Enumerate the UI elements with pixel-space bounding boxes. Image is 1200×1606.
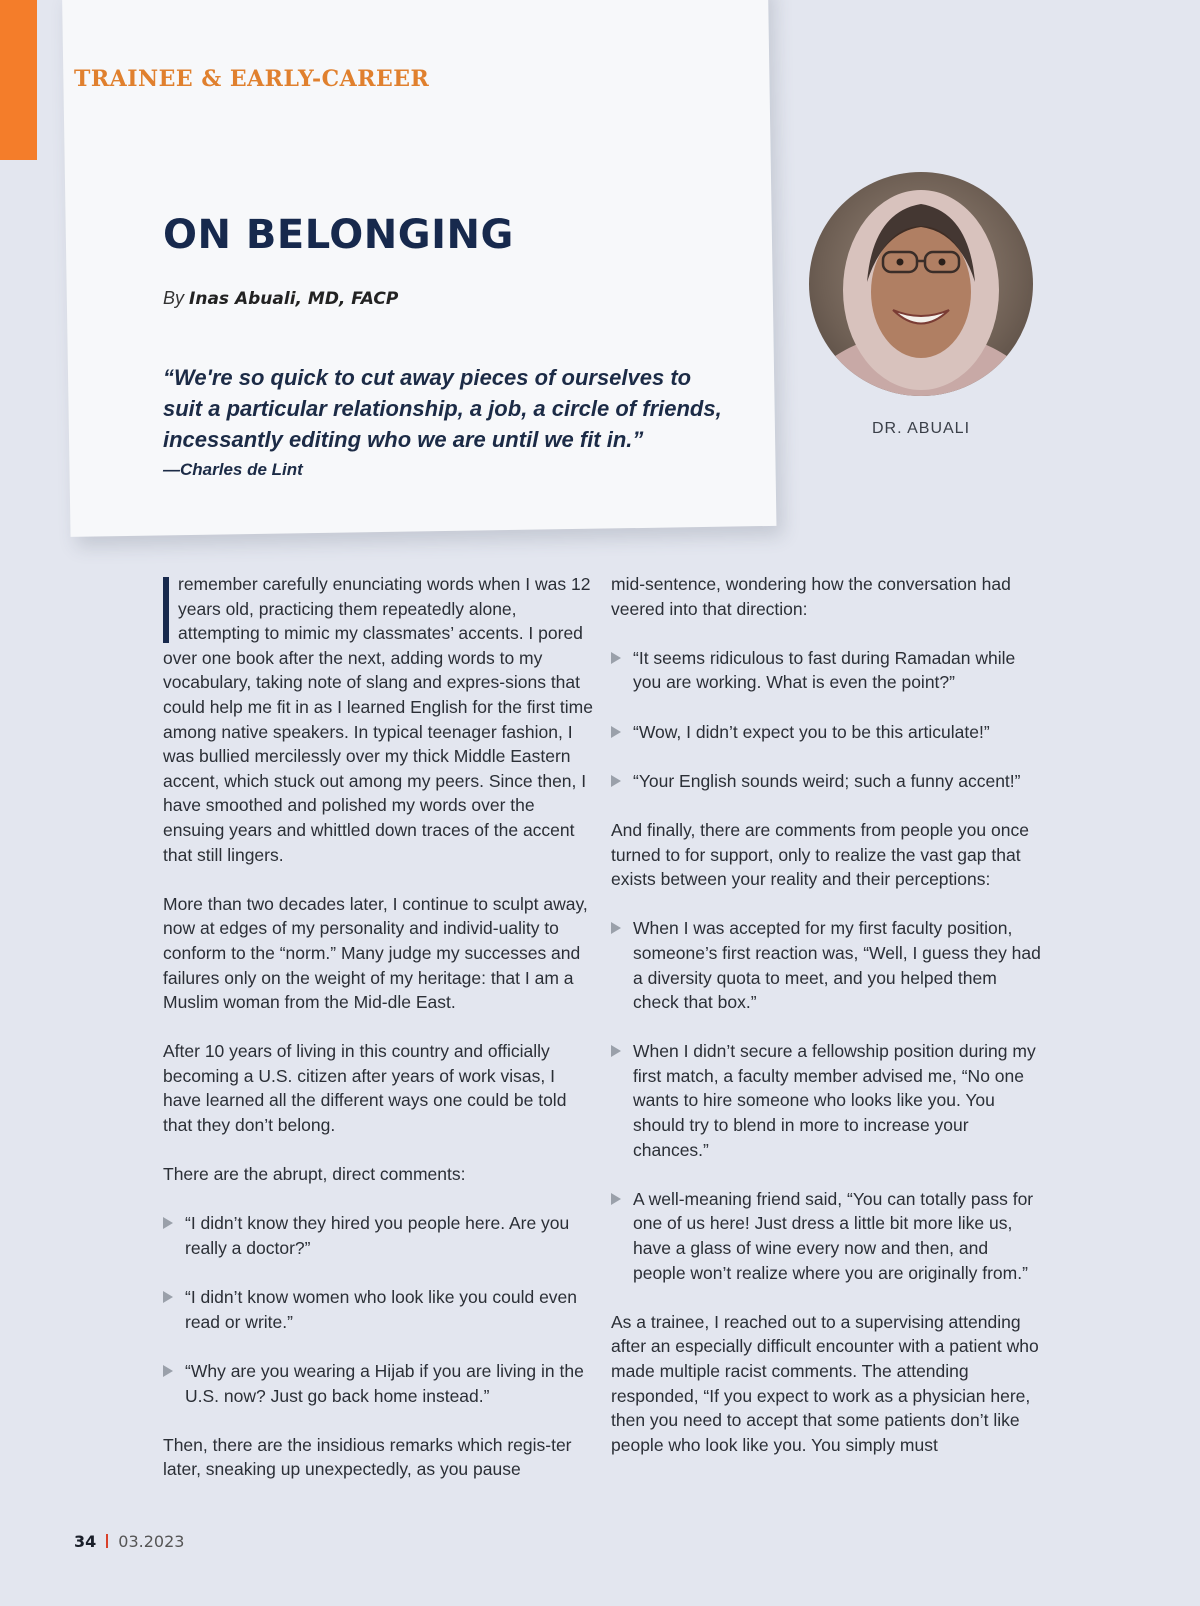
- paragraph: There are the abrupt, direct comments:: [163, 1164, 466, 1185]
- paragraph: As a trainee, I reached out to a supervising attending after an especially difficult encounter with a patient who made multiple racist comments. The attending responded, “If you expect to work as a physician here, then you need to accept that some patients don’t like people who look like you. You simply must: [611, 1311, 1039, 1455]
- author-name: Inas Abuali, MD, FACP: [189, 289, 399, 309]
- page-footer: [74, 1532, 184, 1552]
- article-column-left: [163, 572, 593, 1507]
- paragraph: [163, 572, 593, 867]
- triangle-bullet-icon: [611, 1193, 621, 1205]
- byline: [163, 288, 398, 309]
- paragraph: More than two decades later, I continue to sculpt away, now at edges of my personality and individ-uality to conform to the “norm.” Many judge my successes and failures only on the weight of my heritage: that I am a Muslim woman from the Mid-dle East.: [163, 893, 588, 1013]
- paragraph: After 10 years of living in this country and officially becoming a U.S. citizen after years of work visas, I have learned all the different ways one could be told that they don’t belong.: [163, 1041, 567, 1136]
- section-label: TRAINEE & EARLY-CAREER: [74, 66, 430, 92]
- section-color-tab: [0, 0, 37, 160]
- article-column-right: [611, 572, 1041, 1482]
- bullet-list: [163, 1211, 593, 1408]
- portrait-illustration: [809, 172, 1033, 396]
- triangle-bullet-icon: [163, 1217, 173, 1229]
- list-item: “It seems ridiculous to fast during Ramadan while you are working. What is even the point?”: [611, 646, 1041, 695]
- page-number: 34: [74, 1532, 97, 1551]
- paragraph-text: remember carefully enunciating words when I was 12 years old, practicing them repeatedly alone, attempting to mimic my classmates’ accents. I pored over one book after the next, adding words to my vocabulary, taking note of slang and expres-sions that could help me fit in as I learned English for the first time among native speakers. In typical teenager fashion, I was bullied mercilessly over my thick Middle Eastern accent, which stuck out among my peers. Since then, I have smoothed and polished my words over the ensuing years and whittled down traces of the accent that still lingers.: [163, 574, 593, 865]
- author-portrait: [809, 172, 1033, 396]
- footer-divider: [106, 1534, 108, 1548]
- list-item: A well-meaning friend said, “You can totally pass for one of us here! Just dress a little bit more like us, have a glass of wine every now and then, and people won’t realize where you are originally from.”: [611, 1187, 1041, 1285]
- paragraph: Then, there are the insidious remarks which regis-ter later, sneaking up unexpectedly, as you pause: [163, 1434, 572, 1480]
- triangle-bullet-icon: [611, 726, 621, 738]
- byline-prefix: By: [163, 288, 185, 308]
- bullet-list: [611, 916, 1041, 1285]
- photo-caption: DR. ABUALI: [871, 420, 971, 437]
- triangle-bullet-icon: [611, 652, 621, 664]
- list-item: When I was accepted for my first faculty position, someone’s first reaction was, “Well, I guess they had a diversity quota to meet, and you helped them check that box.”: [611, 916, 1041, 1014]
- triangle-bullet-icon: [611, 775, 621, 787]
- list-item: “I didn’t know women who look like you could even read or write.”: [163, 1285, 593, 1334]
- triangle-bullet-icon: [163, 1365, 173, 1377]
- list-item: “Why are you wearing a Hijab if you are living in the U.S. now? Just go back home instead.”: [163, 1359, 593, 1408]
- list-item: “I didn’t know they hired you people here. Are you really a doctor?”: [163, 1211, 593, 1260]
- list-item: “Wow, I didn’t expect you to be this articulate!”: [611, 720, 1041, 745]
- issue-date: 03.2023: [118, 1532, 185, 1551]
- article-title: ON BELONGING: [163, 212, 514, 258]
- quote-attribution: —Charles de Lint: [163, 460, 303, 479]
- triangle-bullet-icon: [163, 1291, 173, 1303]
- triangle-bullet-icon: [611, 922, 621, 934]
- drop-cap: [163, 577, 169, 643]
- pull-quote: “We're so quick to cut away pieces of ourselves to suit a particular relationship, a job, a circle of friends, incessantly editing who we are until we fit in.”: [163, 365, 722, 452]
- list-item: “Your English sounds weird; such a funny accent!”: [611, 769, 1041, 794]
- paragraph: mid-sentence, wondering how the conversation had veered into that direction:: [611, 574, 1011, 619]
- triangle-bullet-icon: [611, 1045, 621, 1057]
- list-item: When I didn’t secure a fellowship position during my first match, a faculty member advised me, “No one wants to hire someone who looks like you. You should try to blend in more to increase your chances.”: [611, 1039, 1041, 1162]
- bullet-list: [611, 646, 1041, 794]
- paragraph: And finally, there are comments from people you once turned to for support, only to realize the vast gap that exists between your reality and their perceptions:: [611, 819, 1029, 890]
